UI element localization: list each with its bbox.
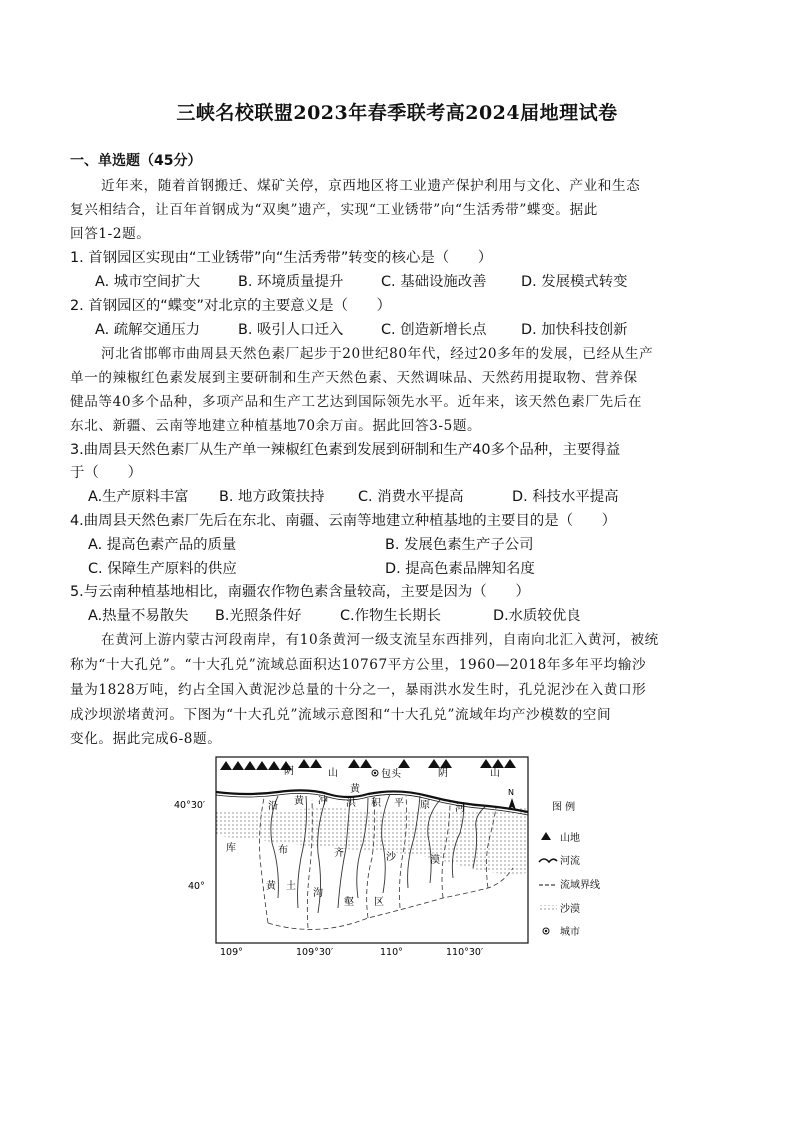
passage2-line3: 健品等40多个品种，多项产品和生产工艺达到国际领先水平。近年来，该天然色素厂先后在 — [70, 394, 643, 410]
passage3-line4: 成沙坝淤堵黄河。下图为“十大孔兑”流域示意图和“十大孔兑”流域年均产沙模数的空间 — [70, 707, 612, 723]
loess-1: 黄 — [266, 881, 276, 892]
desert-2: 布 — [278, 845, 288, 856]
lon-label-3: 110° — [380, 947, 403, 958]
label-yin1: 阴 — [284, 766, 294, 777]
label-shan1: 山 — [328, 768, 338, 779]
plain-8: 河 — [455, 803, 465, 814]
q5-option-d[interactable]: D.水质较优良 — [493, 608, 581, 624]
passage1-line1: 近年来，随着首钢搬迁、煤矿关停，京西地区将工业遗产保护利用与文化、产业和生态 — [101, 178, 641, 194]
plain-7: 原 — [420, 800, 430, 811]
q2-option-a[interactable]: A. 疏解交通压力 — [95, 322, 201, 338]
river-icon — [539, 859, 557, 862]
q1-option-b[interactable]: B. 环境质量提升 — [238, 274, 344, 290]
lon-label-1: 109° — [220, 947, 243, 958]
passage2-line2: 单一的辣椒红色素发展到主要研制和生产天然色素、天然调味品、天然药用提取物、营养保 — [70, 370, 638, 386]
loess-3: 沟 — [313, 888, 323, 899]
passage2-line1: 河北省邯郸市曲周县天然色素厂起步于20世纪80年代，经过20多年的发展，已经从生产 — [101, 346, 654, 362]
question-4-stem: 4.曲周县天然色素厂先后在东北、南疆、云南等地建立种植基地的主要目的是（ ） — [70, 513, 617, 529]
plain-4: 洪 — [346, 798, 356, 809]
q5-option-b[interactable]: B.光照条件好 — [215, 608, 302, 624]
q4-option-d[interactable]: D. 提高色素品牌知名度 — [385, 561, 535, 577]
label-river: 黄 — [350, 784, 360, 795]
passage3-line5: 变化。据此完成6-8题。 — [70, 731, 222, 747]
q1-option-d[interactable]: D. 发展模式转变 — [521, 274, 628, 290]
q4-option-a[interactable]: A. 提高色素产品的质量 — [88, 537, 237, 553]
section-heading: 一、单选题（45分） — [70, 153, 202, 169]
basin-map — [168, 748, 608, 960]
plain-2: 黄 — [294, 796, 304, 807]
legend-title: 图 例 — [552, 802, 576, 813]
q2-option-d[interactable]: D. 加快科技创新 — [521, 322, 628, 338]
legend-mountain: 山地 — [560, 833, 580, 844]
desert-5: 漠 — [430, 855, 440, 866]
lat-label-2: 40° — [188, 881, 205, 892]
loess-5: 区 — [374, 897, 384, 908]
loess-4: 壑 — [344, 897, 354, 908]
question-3-stem-cont: 于（ ） — [70, 465, 142, 481]
legend-city: 城市 — [560, 927, 580, 938]
desert-3: 齐 — [334, 848, 344, 859]
desert-4: 沙 — [386, 852, 396, 863]
legend-desert: 沙漠 — [560, 904, 580, 915]
passage1-line3: 回答1-2题。 — [70, 226, 151, 242]
label-shan2: 山 — [490, 768, 500, 779]
q4-option-b[interactable]: B. 发展色素生产子公司 — [385, 537, 534, 553]
question-2-stem: 2. 首钢园区的“蝶变”对北京的主要意义是（ ） — [70, 298, 392, 314]
plain-3: 冲 — [318, 796, 328, 807]
label-yin2: 阴 — [438, 768, 448, 779]
desert-1: 库 — [226, 843, 236, 854]
question-5-stem: 5.与云南种植基地相比，南疆农作物色素含量较高，主要是因为（ ） — [70, 584, 530, 600]
q5-option-c[interactable]: C.作物生长期长 — [340, 608, 441, 624]
loess-2: 土 — [286, 881, 296, 892]
map-legend — [539, 800, 600, 938]
plain-6: 平 — [394, 798, 404, 809]
lat-label-1: 40°30′ — [174, 800, 206, 811]
q3-option-d[interactable]: D. 科技水平提高 — [512, 489, 619, 505]
q3-option-c[interactable]: C. 消费水平提高 — [358, 489, 464, 505]
q3-option-a[interactable]: A.生产原料丰富 — [88, 489, 189, 505]
q4-option-c[interactable]: C. 保障生产原料的供应 — [88, 561, 237, 577]
page-title: 三峡名校联盟2023年春季联考高2024届地理试卷 — [176, 102, 618, 124]
legend-boundary: 流域界线 — [560, 880, 600, 891]
lon-label-4: 110°30′ — [446, 947, 484, 958]
legend-river: 河流 — [560, 856, 580, 867]
passage3-line3: 量为1828万吨，约占全国入黄泥沙总量的十分之一，暴雨洪水发生时，孔兑泥沙在入黄口形 — [70, 682, 647, 698]
passage3-line1: 在黄河上游内蒙古河段南岸，有10条黄河一级支流呈东西排列，自南向北汇入黄河，被统 — [101, 632, 659, 648]
svg-text:N: N — [508, 788, 514, 797]
mountain-icon — [541, 832, 551, 840]
desert-icon — [539, 905, 557, 912]
q5-option-a[interactable]: A.热量不易散失 — [88, 608, 189, 624]
passage1-line2: 复兴相结合，让百年首钢成为“双奥”遗产，实现“工业锈带”向“生活秀带”蝶变。据此 — [70, 202, 598, 218]
passage3-line2: 称为“十大孔兑”。“十大孔兑”流域总面积达10767平方公里，1960—2018年多年平均输沙 — [70, 657, 647, 673]
question-1-stem: 1. 首钢园区实现由“工业锈带”向“生活秀带”转变的核心是（ ） — [70, 250, 493, 266]
q2-option-b[interactable]: B. 吸引人口迁入 — [238, 322, 344, 338]
q1-option-c[interactable]: C. 基础设施改善 — [381, 274, 487, 290]
label-baotou: 包头 — [381, 769, 401, 780]
q2-option-c[interactable]: C. 创造新增长点 — [381, 322, 487, 338]
plain-5: 积 — [371, 798, 381, 809]
q3-option-b[interactable]: B. 地方政策扶持 — [219, 489, 325, 505]
question-3-stem: 3.曲周县天然色素厂从生产单一辣椒红色素到发展到研制和生产40多个品种，主要得益 — [70, 442, 621, 458]
q1-option-a[interactable]: A. 城市空间扩大 — [95, 274, 201, 290]
lon-label-2: 109°30′ — [296, 947, 334, 958]
plain-1: 沿 — [268, 801, 278, 812]
passage2-line4: 东北、新疆、云南等地建立种植基地70余万亩。据此回答3-5题。 — [70, 418, 482, 434]
